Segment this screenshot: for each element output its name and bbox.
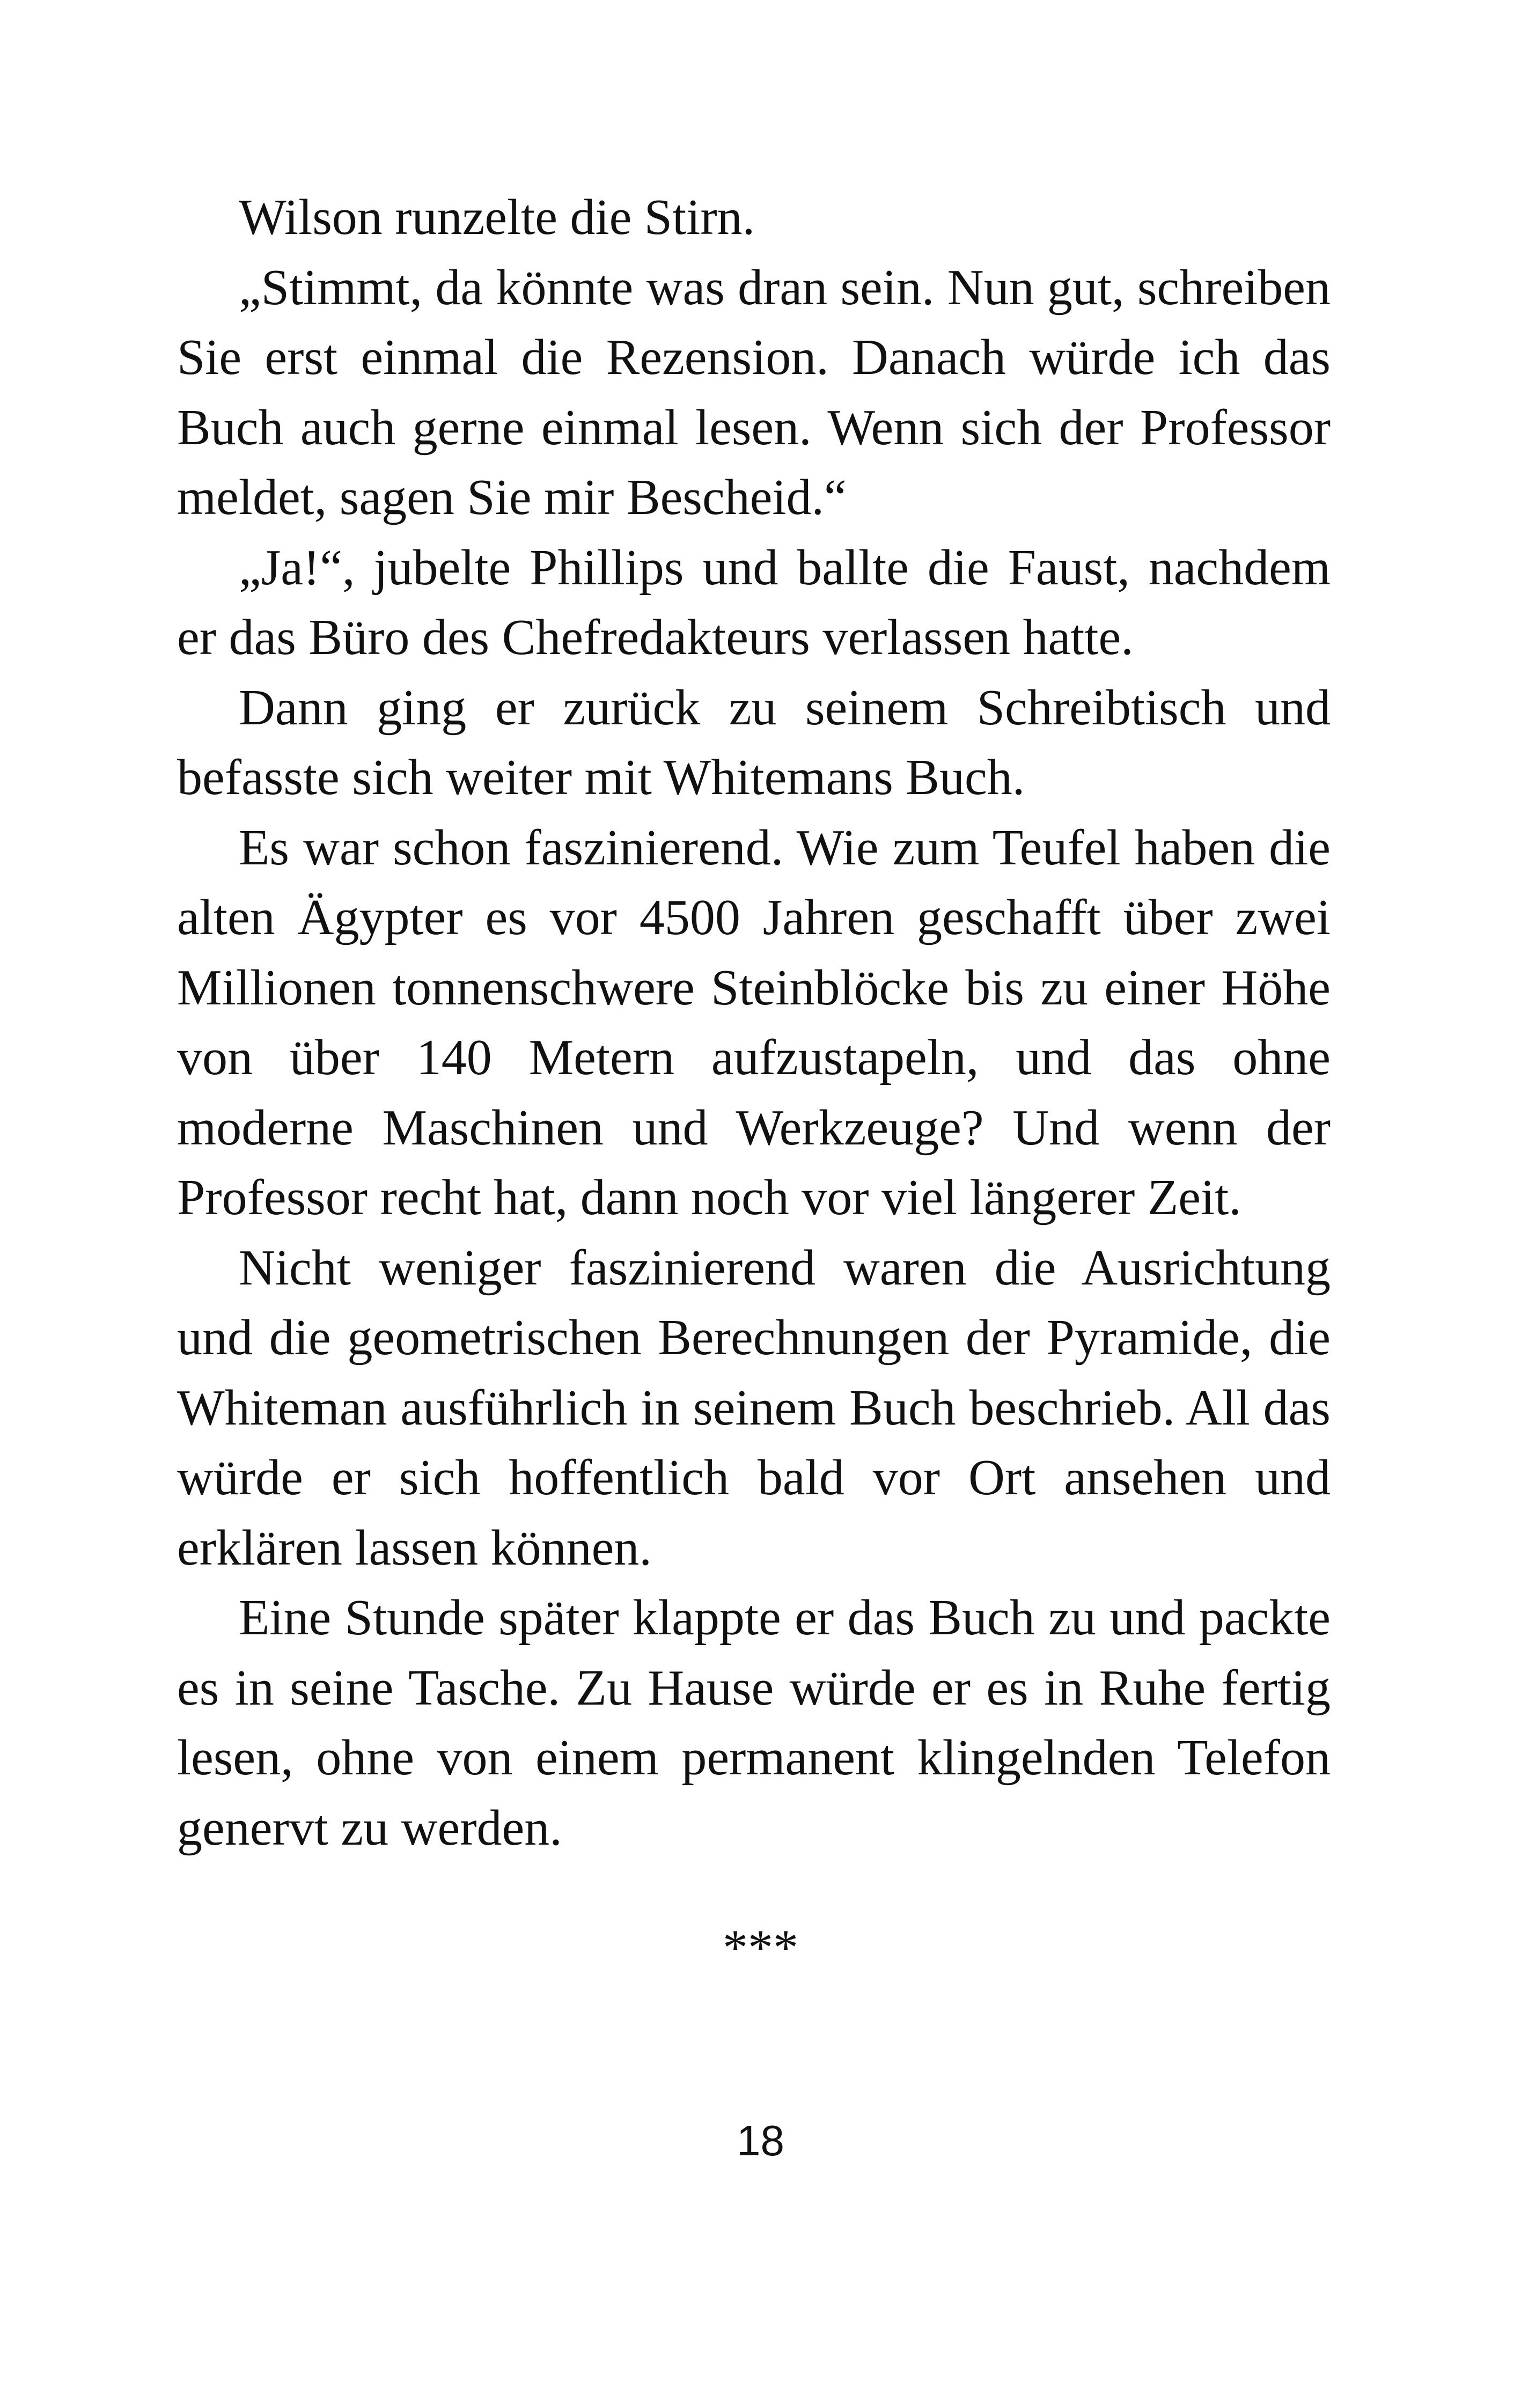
paragraph: „Ja!“, jubelte Phillips und ballte die Faust, nachdem er das Büro des Chefredakteurs verlassen hatte.: [177, 539, 1331, 665]
paragraph: Nicht weniger faszinierend waren die Ausrichtung und die geometrischen Berechnungen der Pyramide, die Whiteman ausführlich in seinem Buch beschrieb. All das würde er sich hoffentlich bald vor Ort ansehen und erklären lassen können.: [177, 1239, 1331, 1576]
paragraph: Es war schon faszinierend. Wie zum Teufel haben die alten Ägypter es vor 4500 Jahren geschafft über zwei Millionen tonnenschwere Steinblöcke bis zu einer Höhe von über 140 Metern aufzustapeln, und das ohne moderne Maschinen und Werkzeuge? Und wenn der Professor recht hat, dann noch vor viel längerer Zeit.: [177, 819, 1331, 1225]
page-number: 18: [737, 2117, 784, 2164]
scene-break: ***: [723, 1920, 798, 1976]
paragraph: „Stimmt, da könnte was dran sein. Nun gut, schreiben Sie erst einmal die Rezension. Danach würde ich das Buch auch gerne einmal lesen. Wenn sich der Professor meldet, sagen Sie mir Bescheid.“: [177, 259, 1331, 525]
paragraph: Eine Stunde später klappte er das Buch zu und packte es in seine Tasche. Zu Hause würde er es in Ruhe fertig lesen, ohne von einem permanent klingelnden Telefon genervt zu werden.: [177, 1590, 1331, 1856]
paragraph: Wilson runzelte die Stirn.: [239, 189, 755, 245]
body-text: [177, 182, 1331, 1863]
paragraph: Dann ging er zurück zu seinem Schreibtisch und befasste sich weiter mit Whitemans Buch.: [177, 679, 1331, 805]
